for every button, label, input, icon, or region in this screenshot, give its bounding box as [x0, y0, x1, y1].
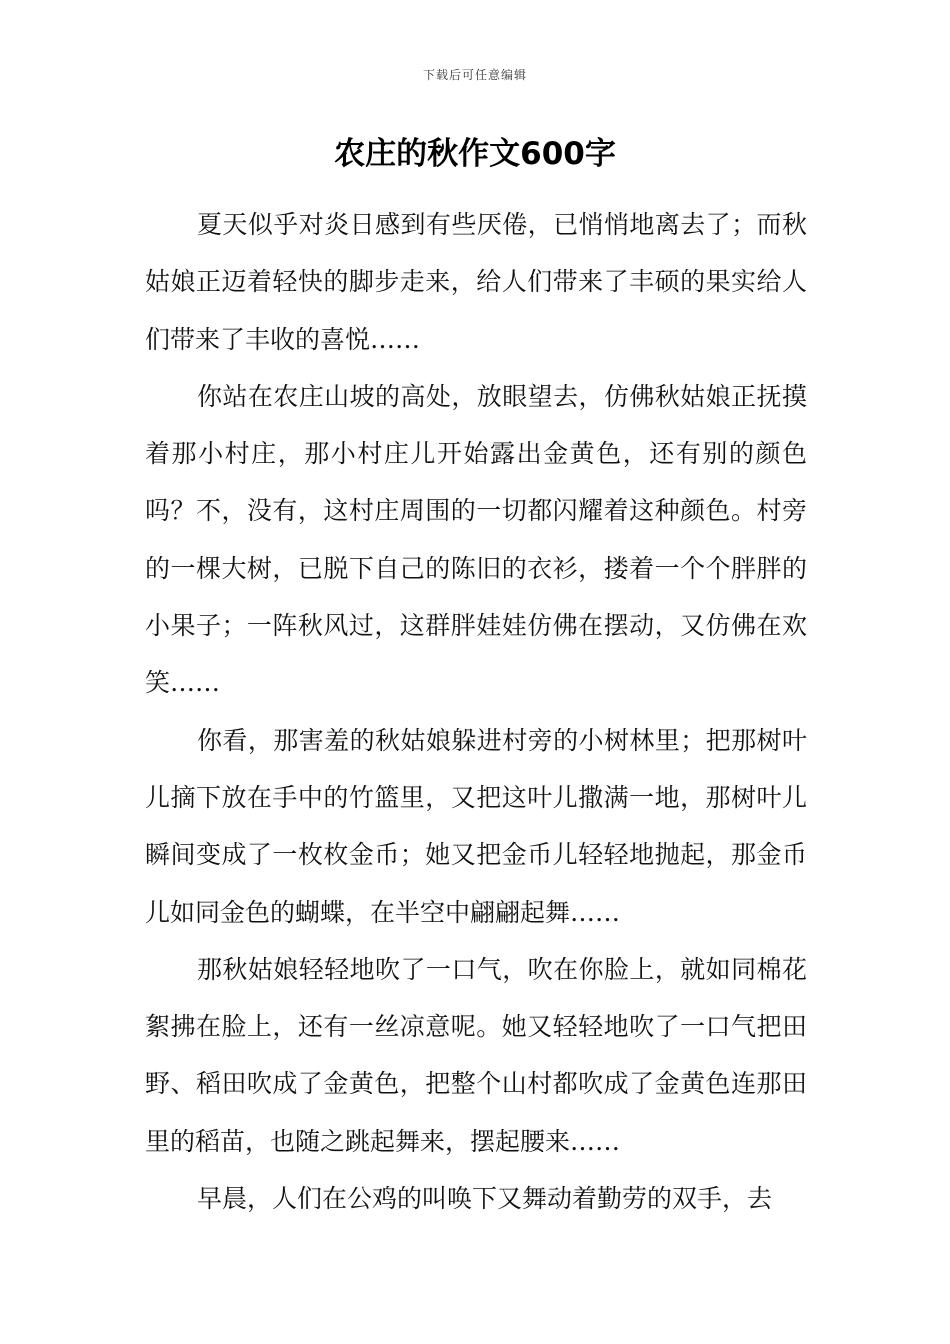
document-body	[145, 196, 807, 1227]
paragraph: 你站在农庄山坡的高处，放眼望去，仿佛秋姑娘正抚摸着那小村庄，那小村庄儿开始露出金黄色，还有别的颜色吗？不，没有，这村庄周围的一切都闪耀着这种颜色。村旁的一棵大树，已脱下自己的陈旧的衣衫，搂着一个个胖胖的小果子；一阵秋风过，这群胖娃娃仿佛在摆动，又仿佛在欢笑……	[145, 381, 807, 698]
paragraph: 那秋姑娘轻轻地吹了一口气，吹在你脸上，就如同棉花絮拂在脸上，还有一丝凉意呢。她又轻轻地吹了一口气把田野、稻田吹成了金黄色，把整个山村都吹成了金黄色连那田里的稻苗，也随之跳起舞来，摆起腰来……	[145, 954, 807, 1156]
paragraph: 你看，那害羞的秋姑娘躲进村旁的小树林里；把那树叶儿摘下放在手中的竹篮里，又把这叶儿撒满一地，那树叶儿瞬间变成了一枚枚金币；她又把金币儿轻轻地抛起，那金币儿如同金色的蝴蝶，在半空中翩翩起舞……	[145, 725, 807, 927]
paragraph: 夏天似乎对炎日感到有些厌倦，已悄悄地离去了；而秋姑娘正迈着轻快的脚步走来，给人们带来了丰硕的果实给人们带来了丰收的喜悦……	[145, 210, 807, 354]
header-note: 下载后可任意编辑	[422, 68, 527, 82]
paragraph: 早晨，人们在公鸡的叫唤下又舞动着勤劳的双手，去	[197, 1184, 773, 1214]
document-title: 农庄的秋作文600字	[334, 136, 616, 172]
